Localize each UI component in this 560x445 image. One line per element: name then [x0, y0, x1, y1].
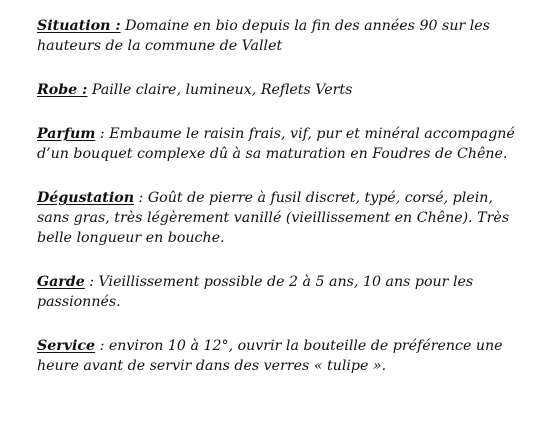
section-text-garde: : Vieillissement possible de 2 à 5 ans, 10 ans pour les passionnés. [37, 274, 474, 310]
section-label-garde: Garde [37, 274, 85, 290]
section-parfum [37, 124, 520, 164]
section-label-parfum: Parfum [37, 126, 96, 142]
section-label-robe: Robe : [37, 82, 88, 98]
section-situation [37, 16, 520, 56]
section-garde [37, 272, 520, 312]
section-text-degustation: : Goût de pierre à fusil discret, typé, corsé, plein, sans gras, très légèrement vanillé (vieillissement en Chêne). Très belle longueur en bouche. [37, 190, 510, 246]
section-text-robe: Paille claire, lumineux, Reflets Verts [91, 82, 353, 98]
section-service [37, 336, 520, 376]
section-degustation [37, 188, 520, 248]
section-label-situation: Situation : [37, 18, 121, 34]
section-text-service: : environ 10 à 12°, ouvrir la bouteille de préférence une heure avant de servir dans des verres « tulipe ». [37, 338, 503, 374]
section-text-situation: Domaine en bio depuis la fin des années 90 sur les hauteurs de la commune de Vallet [37, 18, 490, 54]
section-label-service: Service [37, 338, 96, 354]
section-robe [37, 80, 520, 100]
section-text-parfum: : Embaume le raisin frais, vif, pur et minéral accompagné d’un bouquet complexe dû à sa maturation en Foudres de Chêne. [37, 126, 515, 162]
section-label-degustation: Dégustation [37, 190, 135, 206]
